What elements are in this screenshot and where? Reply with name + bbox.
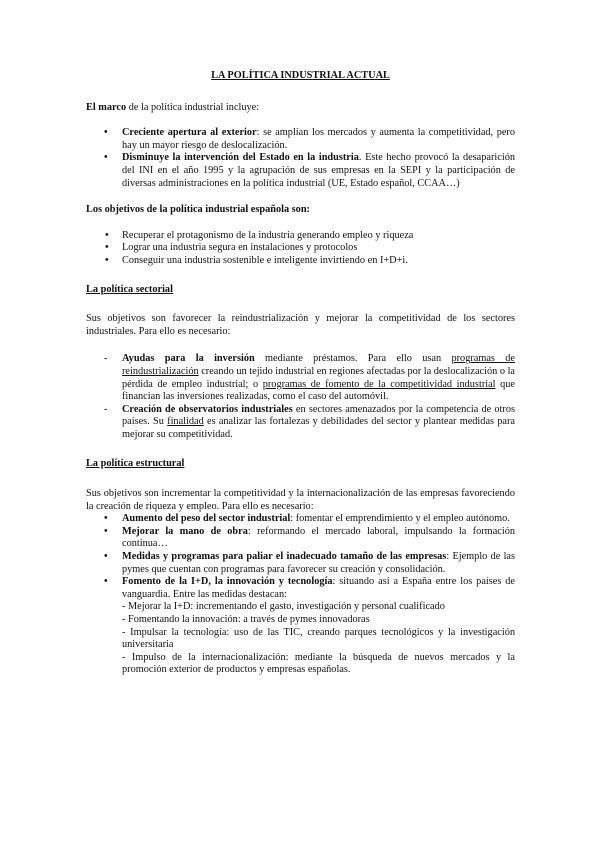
- item-bold: Creación de observatorios industriales: [122, 403, 293, 415]
- item-text: es analizar las fortalezas y debilidades del sector y plantear medidas para mejorar su competitividad.: [122, 416, 515, 440]
- bullet-marker: •: [105, 242, 109, 254]
- marco-intro: [86, 102, 515, 115]
- item-bold: Disminuye la intervención del Estado en la industria: [122, 152, 359, 164]
- sub-item: - Impulso de la internacionalización: mediante la búsqueda de nuevos mercados y la promoción exterior de productos y empresas españolas.: [122, 651, 515, 676]
- item-text: Lograr una industria segura en instalaciones y protocolos: [122, 242, 358, 254]
- item-text: : reformando el mercado laboral, impulsando la formación continua…: [122, 525, 515, 550]
- dash-marker: -: [104, 353, 108, 365]
- item-text: Conseguir una industria sostenible e inteligente invirtiendo en I+D+i.: [122, 254, 408, 266]
- item-text: : se amplían los mercados y aumenta la competitividad, pero hay un mayor riesgo de deslocalización.: [122, 127, 515, 151]
- item-text: creando un tejido industrial en regiones afectadas por la deslocalización o la pérdida de empleo industrial; o: [122, 365, 515, 390]
- page-title: LA POLÍTICA INDUSTRIAL ACTUAL: [211, 70, 390, 81]
- item-text: . Este hecho provocó la desaparición del INI en el año 1995 y la agrupación de sus empresas en la SEPI y la participación de diversas administraciones en la política industrial (UE, Estado español, CCAA…): [122, 152, 515, 189]
- list-item: [86, 255, 515, 268]
- list-item: [86, 353, 515, 403]
- item-text: Recuperar el protagonismo de la industria generando empleo y riqueza: [122, 229, 414, 241]
- list-item: [86, 551, 515, 576]
- list-item: [86, 576, 515, 677]
- sectorial-heading: La política sectorial: [86, 283, 173, 295]
- bullet-marker: •: [104, 551, 108, 563]
- list-item: [86, 127, 515, 152]
- item-text: en sectores amenazados por la competencia de otros países. Su: [122, 403, 515, 428]
- sub-item: - Fomentando la innovación: a través de pymes innovadoras: [122, 614, 370, 625]
- item-text: : fomentar el emprendimiento y el empleo autónomo.: [290, 513, 510, 525]
- item-text: : situando así a España entre los países de vanguardia. Entre las medidas destacan:: [122, 576, 515, 600]
- bullet-marker: •: [104, 525, 108, 537]
- objetivos-heading: Los objetivos de la política industrial española son:: [86, 204, 310, 216]
- marco-lead-rest: de la política industrial incluye:: [126, 101, 260, 113]
- list-item: [86, 404, 515, 442]
- bullet-marker: •: [104, 576, 108, 588]
- marco-lead-bold: El marco: [86, 101, 127, 113]
- bullet-marker: •: [104, 127, 108, 139]
- item-text: que financian las inversiones realizadas, como el caso del automóvil.: [122, 378, 515, 403]
- item-underline: finalidad: [167, 416, 204, 428]
- bullet-marker: •: [105, 229, 109, 241]
- dash-marker: -: [104, 403, 108, 415]
- item-bold: Mejorar la mano de obra: [122, 525, 248, 537]
- item-bold: Creciente apertura al exterior: [122, 127, 257, 139]
- document-page: [86, 70, 515, 677]
- item-text: mediante préstamos. Para ello usan: [254, 353, 452, 365]
- marco-list: [86, 127, 515, 190]
- bullet-marker: •: [104, 513, 108, 525]
- list-item: [86, 526, 515, 551]
- list-item: [86, 230, 515, 243]
- sub-item: - Impulsar la tecnología: uso de las TIC, creando parques tecnológicos y la investigación universitaria: [122, 626, 515, 651]
- item-text: : Ejemplo de las pymes que cuentan con programas para favorecer su creación y consolidación.: [122, 551, 516, 575]
- sectorial-intro: Sus objetivos son favorecer la reindustrialización y mejorar la competitividad de los sectores industriales. Para ello es necesario:: [86, 313, 515, 337]
- objetivos-list: [86, 230, 515, 268]
- sub-item: - Mejorar la I+D: incrementando el gasto, investigación y personal cualificado: [122, 601, 445, 613]
- estructural-heading: La política estructural: [86, 458, 185, 470]
- list-item: [86, 152, 515, 190]
- estructural-intro: Sus objetivos son incrementar la competitividad y la internacionalización de las empresas favoreciendo la creación de riqueza y empleo. Para ello es necesario:: [86, 488, 515, 512]
- list-item: [86, 513, 515, 526]
- bullet-marker: •: [104, 152, 108, 164]
- item-bold: Aumento del peso del sector industrial: [122, 513, 291, 525]
- bullet-marker: •: [105, 254, 109, 266]
- item-bold: Ayudas para la inversión: [122, 353, 255, 365]
- item-bold: Medidas y programas para paliar el inadecuado tamaño de las empresas: [122, 551, 447, 563]
- list-item: [86, 242, 515, 255]
- item-bold: Fomento de la I+D, la innovación y tecnología: [122, 576, 333, 588]
- sectorial-list: [86, 353, 515, 441]
- item-underline: programas de fomento de la competitividad industrial: [262, 378, 496, 390]
- item-underline: programas de reindustrialización: [122, 353, 515, 377]
- estructural-list: [86, 513, 515, 677]
